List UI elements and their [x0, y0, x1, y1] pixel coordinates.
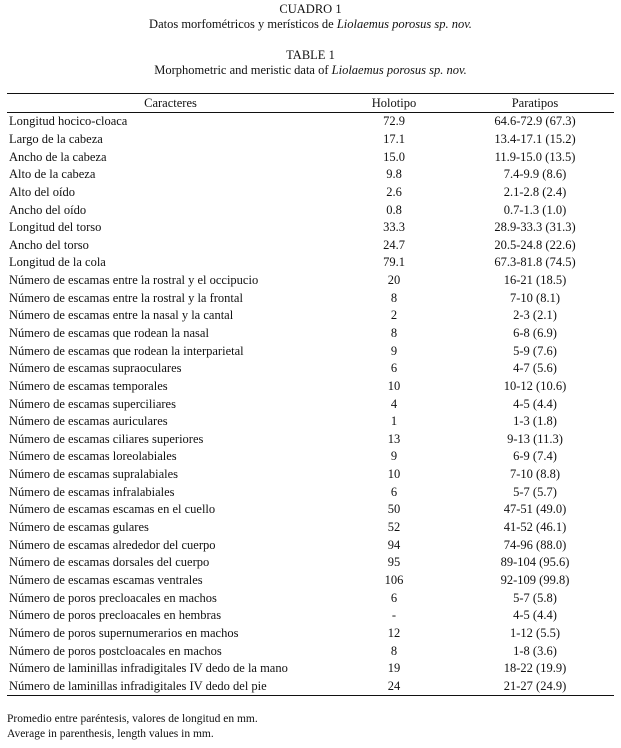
cell-caracter: Número de poros precloacales en machos [9, 590, 217, 605]
cell-caracter: Longitud hocico-cloaca [9, 114, 128, 129]
table-row [7, 131, 614, 149]
cell-holotipo: 10 [387, 378, 401, 393]
cell-holotipo: 94 [387, 537, 401, 552]
table-label: TABLE 1 [286, 48, 335, 62]
cell-holotipo: 33.3 [383, 220, 405, 235]
cell-paratipos: 9-13 (11.3) [507, 431, 563, 446]
table-row [7, 360, 614, 378]
table-row [7, 678, 614, 696]
species-name: Liolaemus porosus sp. nov. [336, 17, 472, 31]
table-row [7, 642, 614, 660]
cell-paratipos: 21-27 (24.9) [456, 678, 614, 696]
cell-holotipo: 24 [332, 678, 456, 696]
table-row [7, 289, 614, 307]
cell-caracter: Largo de la cabeza [9, 131, 103, 146]
cell-holotipo: 6 [390, 590, 398, 605]
cell-caracter: Número de laminillas infradigitales IV dedo de la mano [9, 661, 288, 676]
table-row [7, 395, 614, 413]
cuadro-title: Datos morfométricos y merísticos de Liolaemus porosus sp. nov. [149, 17, 472, 31]
cell-paratipos: 28.9-33.3 (31.3) [494, 220, 576, 235]
table-row [7, 148, 614, 166]
table-header-row [7, 94, 614, 113]
cell-caracter: Número de escamas temporales [9, 378, 168, 393]
cell-caracter: Ancho de la cabeza [9, 149, 107, 164]
table-row [7, 501, 614, 519]
cell-holotipo: 72.9 [383, 114, 405, 129]
table-row [7, 589, 614, 607]
table-row [7, 272, 614, 290]
table-row [7, 201, 614, 219]
cell-caracter: Número de escamas supralabiales [9, 467, 179, 482]
cell-holotipo: 0.8 [386, 202, 402, 217]
cell-paratipos: 2-3 (2.1) [513, 308, 557, 323]
cell-holotipo: 17.1 [383, 131, 405, 146]
cell-holotipo: 2 [390, 308, 398, 323]
table-row [7, 307, 614, 325]
table-row [7, 607, 614, 625]
species-name: Liolaemus porosus sp. nov. [331, 63, 467, 77]
table-row [7, 184, 614, 202]
cell-holotipo: 9 [390, 343, 398, 358]
cell-caracter: Número de poros postcloacales en machos [9, 643, 222, 658]
cell-holotipo: 50 [387, 502, 401, 517]
table-row [7, 625, 614, 643]
cell-holotipo: 106 [384, 572, 404, 587]
table-row [7, 431, 614, 449]
cell-paratipos: 6-9 (7.4) [513, 449, 557, 464]
table-row [7, 342, 614, 360]
cell-caracter: Número de escamas que rodean la interparietal [9, 343, 244, 358]
table-notes [7, 712, 258, 741]
cell-holotipo: - [391, 608, 397, 623]
cell-holotipo: 52 [387, 520, 401, 535]
cell-paratipos: 1-3 (1.8) [513, 414, 557, 429]
cell-holotipo: 9.8 [386, 167, 402, 182]
table-row [7, 236, 614, 254]
cell-caracter: Ancho del torso [9, 237, 89, 252]
cell-caracter: Longitud del torso [9, 220, 102, 235]
cell-caracter: Ancho del oído [9, 202, 87, 217]
cell-paratipos: 16-21 (18.5) [503, 273, 567, 288]
cell-paratipos: 5-9 (7.6) [513, 343, 557, 358]
cell-paratipos: 92-109 (99.8) [500, 572, 570, 587]
cell-paratipos: 64.6-72.9 (67.3) [494, 114, 576, 129]
cell-paratipos: 4-7 (5.6) [513, 361, 557, 376]
cell-paratipos: 1-12 (5.5) [510, 625, 560, 640]
cuadro-label: CUADRO 1 [279, 2, 342, 16]
cell-paratipos: 6-8 (6.9) [513, 326, 557, 340]
cell-caracter: Número de escamas entre la rostral y el occipucio [9, 273, 259, 288]
cell-holotipo: 2.6 [386, 184, 402, 199]
header-paratipos: Paratipos [456, 94, 614, 113]
cell-caracter: Alto de la cabeza [9, 167, 96, 182]
table-caption [0, 48, 621, 78]
cell-caracter: Número de poros supernumerarios en machos [9, 625, 239, 640]
cell-caracter: Número de poros precloacales en hembras [9, 608, 222, 623]
cell-paratipos: 0.7-1.3 (1.0) [503, 202, 567, 217]
cell-caracter: Número de escamas que rodean la nasal [9, 326, 209, 340]
cell-holotipo: 20 [387, 273, 401, 288]
cell-caracter: Número de escamas infralabiales [9, 484, 175, 499]
table-row [7, 254, 614, 272]
note-en: Average in parenthesis, length values in mm. [7, 727, 214, 740]
table-row [7, 519, 614, 537]
cell-holotipo: 8 [390, 643, 398, 658]
cell-caracter: Número de escamas entre la rostral y la frontal [9, 290, 243, 305]
cell-holotipo: 79.1 [383, 255, 405, 270]
cell-caracter: Número de laminillas infradigitales IV dedo del pie [7, 678, 332, 696]
cell-paratipos: 10-12 (10.6) [503, 378, 567, 393]
table-row [7, 219, 614, 237]
cell-caracter: Número de escamas supraoculares [9, 361, 182, 376]
cell-paratipos: 20.5-24.8 (22.6) [494, 237, 576, 252]
cell-holotipo: 13 [387, 431, 401, 446]
cell-paratipos: 41-52 (46.1) [503, 520, 567, 535]
cell-holotipo: 10 [387, 467, 401, 482]
cell-holotipo: 95 [387, 555, 401, 570]
cell-paratipos: 89-104 (95.6) [500, 555, 570, 570]
cell-holotipo: 12 [387, 625, 401, 640]
table-row [7, 166, 614, 184]
header-holotipo: Holotipo [332, 94, 456, 113]
cuadro-caption [0, 0, 621, 32]
cell-paratipos: 5-7 (5.8) [513, 590, 557, 605]
cell-caracter: Número de escamas ciliares superiores [9, 431, 204, 446]
cell-holotipo: 19 [387, 661, 401, 676]
cell-paratipos: 7-10 (8.8) [510, 467, 560, 482]
table-body [7, 113, 614, 696]
table-title: Morphometric and meristic data of Liolaemus porosus sp. nov. [154, 63, 467, 77]
cell-holotipo: 9 [390, 449, 398, 464]
cell-caracter: Número de escamas escamas en el cuello [9, 502, 216, 517]
header-caracteres: Caracteres [7, 94, 332, 113]
data-table [7, 93, 614, 696]
cell-paratipos: 1-8 (3.6) [513, 643, 557, 658]
table-row [7, 572, 614, 590]
cell-paratipos: 7.4-9.9 (8.6) [503, 167, 567, 182]
cell-caracter: Número de escamas dorsales del cuerpo [9, 555, 210, 570]
table-row [7, 448, 614, 466]
cell-caracter: Número de escamas entre la nasal y la cantal [9, 308, 234, 323]
table-row [7, 413, 614, 431]
cell-paratipos: 18-22 (19.9) [503, 661, 567, 676]
table-row [7, 536, 614, 554]
cell-paratipos: 4-5 (4.4) [513, 608, 557, 623]
cell-caracter: Número de escamas loreolabiales [9, 449, 177, 464]
cell-holotipo: 6 [390, 484, 398, 499]
table-row [7, 325, 614, 343]
cell-caracter: Número de escamas gulares [9, 520, 149, 535]
cell-paratipos: 74-96 (88.0) [503, 537, 567, 552]
cell-caracter: Número de escamas escamas ventrales [9, 572, 203, 587]
cell-holotipo: 6 [390, 361, 398, 376]
table-row [7, 466, 614, 484]
cell-paratipos: 13.4-17.1 (15.2) [494, 131, 576, 146]
table-row [7, 483, 614, 501]
cell-paratipos: 7-10 (8.1) [510, 290, 560, 305]
cell-caracter: Número de escamas superciliares [9, 396, 176, 411]
table-row [7, 378, 614, 396]
cell-holotipo: 8 [390, 326, 398, 340]
cell-caracter: Número de escamas auriculares [9, 414, 168, 429]
cell-paratipos: 4-5 (4.4) [513, 396, 557, 411]
table-row [7, 554, 614, 572]
table-row [7, 660, 614, 678]
note-es: Promedio entre paréntesis, valores de longitud en mm. [7, 713, 258, 725]
cell-holotipo: 24.7 [383, 237, 405, 252]
cell-holotipo: 15.0 [383, 149, 405, 164]
cell-caracter: Longitud de la cola [9, 255, 106, 270]
cell-paratipos: 47-51 (49.0) [503, 502, 567, 517]
cell-paratipos: 5-7 (5.7) [513, 484, 557, 499]
cell-paratipos: 67.3-81.8 (74.5) [494, 255, 576, 270]
cell-caracter: Número de escamas alrededor del cuerpo [9, 537, 216, 552]
cell-holotipo: 4 [390, 396, 398, 411]
cell-holotipo: 1 [390, 414, 398, 429]
cell-paratipos: 11.9-15.0 (13.5) [494, 149, 576, 164]
cell-caracter: Alto del oído [9, 184, 75, 199]
cell-paratipos: 2.1-2.8 (2.4) [503, 184, 567, 199]
cell-holotipo: 8 [390, 290, 398, 305]
table-row [7, 113, 614, 131]
